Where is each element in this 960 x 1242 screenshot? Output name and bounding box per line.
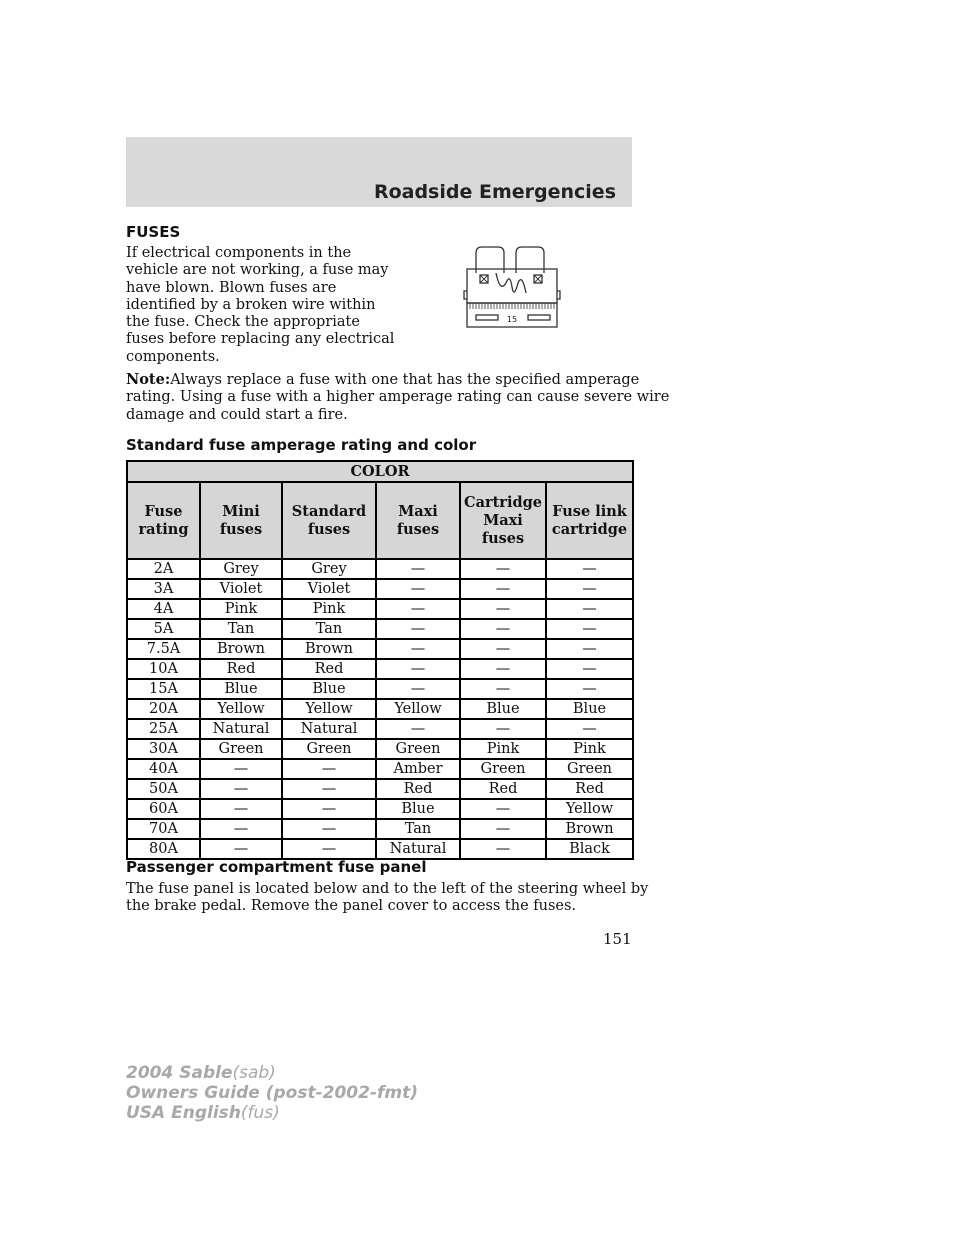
table-cell: 15A (127, 679, 200, 699)
footer-line-model: 2004 Sable(sab) (126, 1063, 276, 1083)
table-row (127, 599, 633, 619)
table-cell: Green (282, 739, 376, 759)
table-cell: 2A (127, 559, 200, 579)
table-cell: — (200, 779, 282, 799)
table-cell: — (282, 759, 376, 779)
table-cell: — (376, 619, 460, 639)
table-cell: — (546, 619, 633, 639)
table-cell: 40A (127, 759, 200, 779)
passenger-panel-line: the brake pedal. Remove the panel cover to access the fuses. (126, 898, 577, 915)
table-cell: — (546, 659, 633, 679)
table-cell: — (460, 839, 546, 859)
table-cell: 10A (127, 659, 200, 679)
table-cell: — (200, 819, 282, 839)
table-cell: Brown (282, 639, 376, 659)
table-cell: 7.5A (127, 639, 200, 659)
table-cell: 20A (127, 699, 200, 719)
table-cell: Red (460, 779, 546, 799)
table-cell: Natural (282, 719, 376, 739)
table-cell: Amber (376, 759, 460, 779)
table-cell: Tan (200, 619, 282, 639)
fuse-slot-right (528, 315, 550, 320)
table-cell: Natural (376, 839, 460, 859)
table-cell: 3A (127, 579, 200, 599)
table-cell: — (282, 799, 376, 819)
table-cell: Red (282, 659, 376, 679)
table-cell: Blue (282, 679, 376, 699)
footer-line-language: USA English(fus) (126, 1103, 280, 1123)
color-banner: COLOR (127, 461, 633, 482)
table-cell: Pink (282, 599, 376, 619)
table-cell: — (282, 819, 376, 839)
table-row (127, 639, 633, 659)
table-cell: Natural (200, 719, 282, 739)
table-cell: Brown (200, 639, 282, 659)
table-cell: Green (200, 739, 282, 759)
section-title: Roadside Emergencies (373, 181, 616, 203)
column-header-mini-fuses: Mini fuses (200, 482, 282, 559)
fuse-illustration (462, 243, 562, 329)
passenger-panel-text (126, 881, 648, 916)
table-row (127, 799, 633, 819)
table-cell: — (460, 579, 546, 599)
table-row (127, 559, 633, 579)
intro-line: vehicle are not working, a fuse may (126, 262, 389, 279)
table-row (127, 579, 633, 599)
table-cell: Tan (376, 819, 460, 839)
table-cell: — (200, 759, 282, 779)
table-row (127, 819, 633, 839)
table-cell: 80A (127, 839, 200, 859)
column-header-cartridge-maxi-fuses: Cartridge Maxi fuses (460, 482, 546, 559)
table-cell: — (200, 799, 282, 819)
table-cell: — (282, 779, 376, 799)
note-label: Note: (126, 371, 171, 388)
table-cell: 60A (127, 799, 200, 819)
table-cell: Brown (546, 819, 633, 839)
table-cell: Red (546, 779, 633, 799)
intro-line: fuses before replacing any electrical (126, 331, 395, 348)
table-cell: Green (460, 759, 546, 779)
table-cell: Grey (200, 559, 282, 579)
table-row (127, 759, 633, 779)
table-cell: — (546, 559, 633, 579)
table-cell: — (460, 719, 546, 739)
fuse-color-table (126, 460, 634, 860)
table-cell: — (546, 679, 633, 699)
table-cell: — (460, 819, 546, 839)
table-cell: Pink (546, 739, 633, 759)
rating-table-heading: Standard fuse amperage rating and color (126, 436, 477, 454)
table-cell: — (376, 719, 460, 739)
section-header (126, 137, 632, 207)
table-row (127, 719, 633, 739)
table-cell: Violet (200, 579, 282, 599)
table-cell: — (376, 679, 460, 699)
note-line: damage and could start a fire. (126, 406, 348, 423)
intro-line: the fuse. Check the appropriate (126, 314, 360, 331)
fuse-note (126, 371, 669, 424)
table-cell: Tan (282, 619, 376, 639)
fuses-heading: FUSES (126, 223, 181, 241)
table-cell: — (376, 639, 460, 659)
table-row (127, 839, 633, 859)
intro-line: If electrical components in the (126, 245, 352, 261)
column-header-standard-fuses: Standard fuses (282, 482, 376, 559)
table-cell: Green (376, 739, 460, 759)
table-row (127, 699, 633, 719)
fuses-intro (126, 245, 394, 366)
column-header-fuse-link-cartridge: Fuse link cartridge (546, 482, 633, 559)
table-cell: — (376, 579, 460, 599)
table-cell: Pink (200, 599, 282, 619)
column-header-maxi-fuses: Maxi fuses (376, 482, 460, 559)
table-cell: Grey (282, 559, 376, 579)
table-cell: — (376, 599, 460, 619)
table-cell: — (282, 839, 376, 859)
table-row (127, 679, 633, 699)
table-cell: — (376, 559, 460, 579)
page-number: 151 (603, 930, 632, 948)
table-cell: 25A (127, 719, 200, 739)
table-cell: — (200, 839, 282, 859)
table-cell: — (460, 679, 546, 699)
table-cell: — (460, 599, 546, 619)
note-line: Always replace a fuse with one that has the specified amperage (170, 372, 640, 388)
table-cell: Violet (282, 579, 376, 599)
table-row (127, 659, 633, 679)
table-cell: Red (200, 659, 282, 679)
table-row (127, 779, 633, 799)
column-header-fuse-rating: Fuse rating (127, 482, 200, 559)
intro-line: have blown. Blown fuses are (126, 279, 337, 296)
fuse-table-body (127, 559, 633, 859)
passenger-panel-heading: Passenger compartment fuse panel (126, 858, 427, 876)
table-cell: — (546, 639, 633, 659)
table-cell: Yellow (546, 799, 633, 819)
table-cell: — (546, 719, 633, 739)
table-cell: 70A (127, 819, 200, 839)
table-cell: Black (546, 839, 633, 859)
table-cell: Blue (200, 679, 282, 699)
table-cell: — (460, 799, 546, 819)
table-cell: Yellow (282, 699, 376, 719)
table-cell: Red (376, 779, 460, 799)
table-cell: — (460, 619, 546, 639)
table-cell: — (460, 659, 546, 679)
table-cell: — (460, 559, 546, 579)
table-cell: — (376, 659, 460, 679)
passenger-panel-line: The fuse panel is located below and to the left of the steering wheel by (126, 881, 649, 897)
table-cell: 30A (127, 739, 200, 759)
table-cell: 4A (127, 599, 200, 619)
table-cell: — (460, 639, 546, 659)
table-cell: Pink (460, 739, 546, 759)
fuse-wire (496, 273, 526, 293)
intro-line: components. (126, 348, 220, 365)
table-cell: Yellow (200, 699, 282, 719)
fuse-figure-number: 15 (506, 315, 518, 324)
table-cell: 50A (127, 779, 200, 799)
table-cell: Green (546, 759, 633, 779)
table-row (127, 619, 633, 639)
table-cell: — (546, 599, 633, 619)
intro-line: identified by a broken wire within (126, 296, 376, 313)
table-row (127, 739, 633, 759)
note-line: rating. Using a fuse with a higher amperage rating can cause severe wire (126, 389, 670, 406)
table-cell: Yellow (376, 699, 460, 719)
footer-line-guide: Owners Guide (post-2002-fmt) (126, 1083, 419, 1103)
table-cell: Blue (376, 799, 460, 819)
table-cell: — (546, 579, 633, 599)
table-cell: Blue (460, 699, 546, 719)
fuse-slot-left (476, 315, 498, 320)
table-cell: 5A (127, 619, 200, 639)
table-cell: Blue (546, 699, 633, 719)
